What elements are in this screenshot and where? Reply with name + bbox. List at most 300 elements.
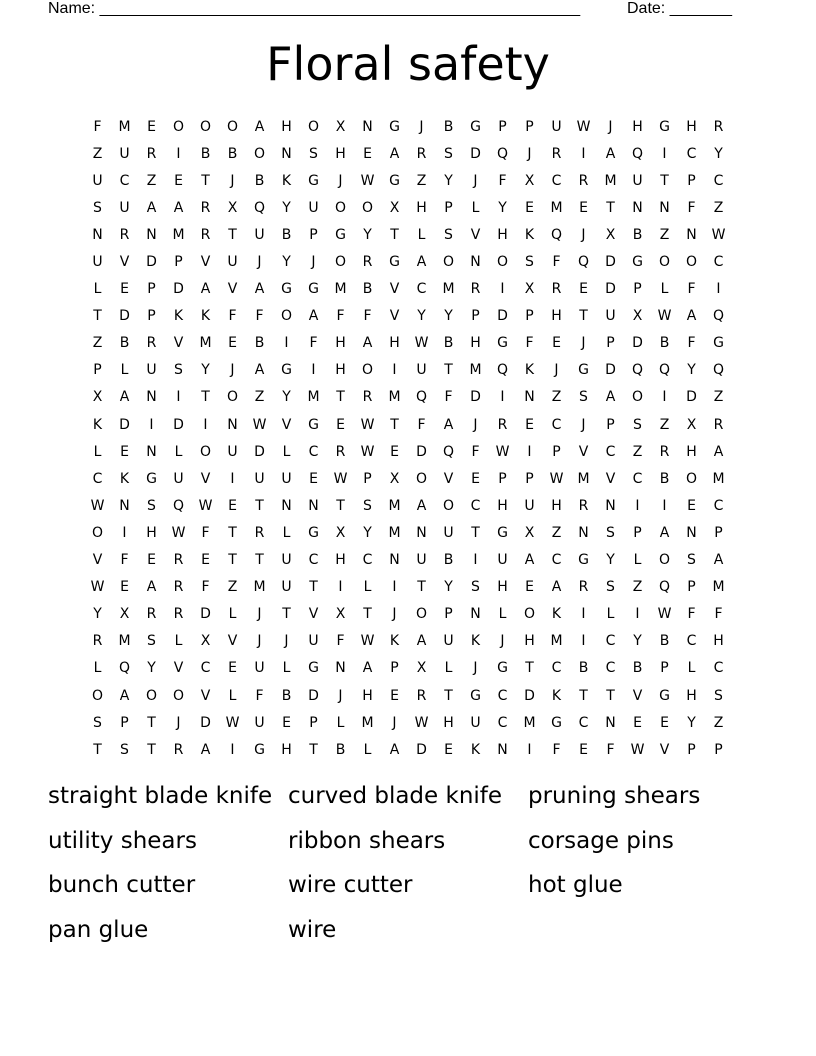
grid-letter: O xyxy=(91,524,104,541)
grid-row xyxy=(84,221,732,248)
grid-letter: R xyxy=(119,226,130,243)
grid-letter: J xyxy=(338,172,343,189)
grid-letter: P xyxy=(552,443,561,460)
grid-letter: O xyxy=(226,118,239,135)
grid-letter: J xyxy=(581,335,586,352)
grid-letter: T xyxy=(660,172,669,189)
grid-letter: H xyxy=(335,145,346,162)
word-list-item: corsage pins xyxy=(528,827,674,854)
grid-letter: F xyxy=(687,199,696,216)
grid-letter: U xyxy=(497,552,508,569)
grid-letter: X xyxy=(632,308,643,325)
grid-letter: L xyxy=(228,687,237,704)
grid-letter: Q xyxy=(577,254,590,271)
grid-letter: V xyxy=(578,443,589,460)
grid-letter: P xyxy=(363,470,372,487)
grid-letter: D xyxy=(470,389,481,406)
grid-letter: G xyxy=(551,714,562,731)
grid-letter: L xyxy=(660,281,669,298)
grid-letter: M xyxy=(172,226,185,243)
grid-letter: P xyxy=(714,741,723,758)
grid-letter: Y xyxy=(444,172,453,189)
grid-letter: Q xyxy=(496,362,509,379)
grid-letter: P xyxy=(525,118,534,135)
grid-letter: J xyxy=(257,606,262,623)
grid-letter: E xyxy=(579,199,588,216)
grid-letter: Z xyxy=(659,226,670,243)
grid-letter: U xyxy=(254,226,265,243)
grid-letter: G xyxy=(578,552,589,569)
grid-letter: H xyxy=(335,362,346,379)
grid-letter: C xyxy=(713,497,724,514)
grid-letter: R xyxy=(713,416,724,433)
grid-letter: C xyxy=(632,470,643,487)
grid-letter: C xyxy=(416,281,427,298)
grid-letter: R xyxy=(362,389,373,406)
grid-letter: C xyxy=(362,552,373,569)
grid-letter: A xyxy=(416,633,427,650)
word-list xyxy=(48,778,768,956)
grid-letter: N xyxy=(119,497,130,514)
grid-letter: H xyxy=(686,687,697,704)
grid-letter: P xyxy=(120,714,129,731)
grid-letter: P xyxy=(687,741,696,758)
grid-letter: T xyxy=(309,579,318,596)
grid-letter: M xyxy=(550,633,563,650)
grid-letter: Q xyxy=(415,389,428,406)
grid-letter: T xyxy=(417,579,426,596)
grid-row xyxy=(84,547,732,574)
grid-letter: A xyxy=(713,552,724,569)
grid-letter: T xyxy=(309,741,318,758)
grid-letter: P xyxy=(633,524,642,541)
grid-letter: Y xyxy=(282,254,291,271)
grid-letter: P xyxy=(687,172,696,189)
grid-letter: J xyxy=(230,362,235,379)
grid-letter: I xyxy=(527,741,532,758)
grid-letter: C xyxy=(497,687,508,704)
grid-letter: Q xyxy=(496,145,509,162)
grid-letter: I xyxy=(176,389,181,406)
grid-letter: T xyxy=(147,714,156,731)
grid-letter: F xyxy=(687,606,696,623)
grid-letter: C xyxy=(551,552,562,569)
grid-letter: K xyxy=(119,470,130,487)
grid-letter: B xyxy=(443,118,454,135)
grid-letter: J xyxy=(284,633,289,650)
grid-letter: Z xyxy=(92,145,103,162)
grid-letter: A xyxy=(416,497,427,514)
grid-row xyxy=(84,303,732,330)
grid-letter: E xyxy=(120,281,129,298)
grid-letter: B xyxy=(578,660,589,677)
grid-letter: G xyxy=(578,362,589,379)
grid-letter: L xyxy=(606,606,615,623)
grid-letter: H xyxy=(524,633,535,650)
grid-letter: S xyxy=(363,497,372,514)
grid-letter: E xyxy=(201,552,210,569)
grid-letter: Q xyxy=(442,443,455,460)
grid-letter: F xyxy=(363,308,372,325)
grid-letter: N xyxy=(470,606,481,623)
grid-letter: G xyxy=(308,660,319,677)
grid-letter: R xyxy=(497,416,508,433)
grid-letter: M xyxy=(712,470,725,487)
grid-letter: T xyxy=(444,362,453,379)
grid-letter: N xyxy=(146,389,157,406)
grid-letter: F xyxy=(120,552,129,569)
grid-letter: K xyxy=(281,172,292,189)
grid-letter: D xyxy=(632,335,643,352)
grid-letter: L xyxy=(687,660,696,677)
grid-letter: I xyxy=(581,633,586,650)
grid-letter: N xyxy=(146,226,157,243)
grid-letter: Q xyxy=(118,660,131,677)
grid-letter: W xyxy=(90,579,105,596)
grid-letter: E xyxy=(309,470,318,487)
grid-letter: V xyxy=(632,687,643,704)
grid-letter: H xyxy=(281,741,292,758)
grid-letter: W xyxy=(549,470,564,487)
grid-letter: E xyxy=(471,470,480,487)
grid-letter: L xyxy=(282,524,291,541)
grid-letter: J xyxy=(581,416,586,433)
grid-row xyxy=(84,411,732,438)
grid-letter: F xyxy=(471,443,480,460)
grid-letter: X xyxy=(524,281,535,298)
grid-letter: I xyxy=(473,552,478,569)
grid-letter: O xyxy=(172,687,185,704)
grid-letter: S xyxy=(525,254,534,271)
grid-letter: P xyxy=(471,308,480,325)
grid-letter: D xyxy=(200,606,211,623)
grid-letter: O xyxy=(334,254,347,271)
grid-letter: G xyxy=(659,118,670,135)
grid-letter: J xyxy=(473,416,478,433)
grid-letter: H xyxy=(470,335,481,352)
grid-letter: U xyxy=(281,552,292,569)
grid-letter: W xyxy=(576,118,591,135)
grid-letter: M xyxy=(118,118,131,135)
grid-letter: C xyxy=(713,660,724,677)
grid-letter: L xyxy=(444,660,453,677)
grid-letter: P xyxy=(174,254,183,271)
grid-letter: O xyxy=(415,470,428,487)
grid-letter: S xyxy=(687,552,696,569)
grid-letter: U xyxy=(308,633,319,650)
word-list-item: hot glue xyxy=(528,872,623,898)
grid-letter: X xyxy=(335,118,346,135)
grid-letter: B xyxy=(200,145,211,162)
grid-letter: H xyxy=(497,226,508,243)
grid-letter: T xyxy=(147,741,156,758)
grid-letter: J xyxy=(230,172,235,189)
grid-letter: I xyxy=(392,362,397,379)
grid-letter: W xyxy=(360,633,375,650)
grid-letter: W xyxy=(495,443,510,460)
grid-letter: P xyxy=(606,335,615,352)
grid-letter: C xyxy=(605,443,616,460)
word-list-item: utility shears xyxy=(48,827,197,854)
grid-letter: P xyxy=(525,308,534,325)
grid-letter: W xyxy=(90,497,105,514)
grid-letter: N xyxy=(308,497,319,514)
grid-letter: G xyxy=(470,687,481,704)
grid-letter: R xyxy=(713,118,724,135)
grid-letter: U xyxy=(443,633,454,650)
grid-letter: I xyxy=(176,145,181,162)
grid-letter: L xyxy=(282,660,291,677)
grid-letter: I xyxy=(500,389,505,406)
grid-letter: F xyxy=(444,389,453,406)
grid-letter: P xyxy=(633,281,642,298)
grid-letter: W xyxy=(171,524,186,541)
grid-letter: O xyxy=(199,118,212,135)
grid-letter: X xyxy=(686,416,697,433)
grid-letter: G xyxy=(308,416,319,433)
grid-letter: D xyxy=(605,362,616,379)
grid-letter: W xyxy=(711,226,726,243)
grid-letter: E xyxy=(579,281,588,298)
grid-letter: F xyxy=(201,579,210,596)
grid-letter: A xyxy=(389,145,400,162)
grid-letter: T xyxy=(579,308,588,325)
grid-letter: X xyxy=(524,172,535,189)
grid-letter: D xyxy=(605,281,616,298)
grid-letter: E xyxy=(120,579,129,596)
grid-letter: Q xyxy=(712,362,725,379)
grid-letter: X xyxy=(524,524,535,541)
grid-letter: W xyxy=(360,443,375,460)
grid-letter: V xyxy=(227,633,238,650)
word-list-item: pruning shears xyxy=(528,783,701,809)
grid-letter: H xyxy=(416,199,427,216)
grid-letter: H xyxy=(362,687,373,704)
grid-letter: I xyxy=(662,497,667,514)
grid-letter: C xyxy=(551,416,562,433)
grid-letter: E xyxy=(687,497,696,514)
grid-letter: I xyxy=(635,497,640,514)
grid-letter: G xyxy=(632,254,643,271)
grid-letter: W xyxy=(630,741,645,758)
grid-letter: U xyxy=(551,118,562,135)
grid-letter: S xyxy=(147,497,156,514)
grid-letter: R xyxy=(416,145,427,162)
grid-letter: U xyxy=(308,199,319,216)
grid-letter: T xyxy=(606,199,615,216)
grid-letter: V xyxy=(173,660,184,677)
grid-letter: Z xyxy=(659,416,670,433)
worksheet-header xyxy=(48,0,748,22)
grid-letter: H xyxy=(686,118,697,135)
grid-letter: N xyxy=(146,443,157,460)
grid-letter: S xyxy=(444,145,453,162)
grid-letter: N xyxy=(497,741,508,758)
grid-letter: I xyxy=(716,281,721,298)
grid-letter: W xyxy=(657,308,672,325)
grid-letter: H xyxy=(146,524,157,541)
grid-letter: C xyxy=(605,633,616,650)
grid-letter: G xyxy=(389,254,400,271)
grid-letter: A xyxy=(524,552,535,569)
grid-letter: G xyxy=(281,362,292,379)
grid-letter: S xyxy=(579,389,588,406)
grid-letter: P xyxy=(660,660,669,677)
grid-letter: N xyxy=(524,389,535,406)
grid-letter: Z xyxy=(254,389,265,406)
grid-letter: R xyxy=(146,606,157,623)
grid-letter: D xyxy=(146,254,157,271)
grid-letter: R xyxy=(200,226,211,243)
grid-letter: L xyxy=(633,552,642,569)
grid-letter: H xyxy=(389,335,400,352)
grid-letter: G xyxy=(497,660,508,677)
grid-letter: B xyxy=(659,470,670,487)
grid-letter: T xyxy=(228,524,237,541)
name-field-label: Name: ______________________________________________________ xyxy=(48,0,581,17)
grid-letter: R xyxy=(578,497,589,514)
grid-letter: Y xyxy=(687,714,696,731)
letter-grid xyxy=(84,113,732,763)
grid-letter: G xyxy=(146,470,157,487)
grid-row xyxy=(84,601,732,628)
grid-letter: Y xyxy=(606,552,615,569)
grid-letter: B xyxy=(443,552,454,569)
grid-letter: K xyxy=(524,362,535,379)
grid-letter: M xyxy=(469,362,482,379)
grid-letter: V xyxy=(92,552,103,569)
grid-letter: M xyxy=(604,172,617,189)
grid-letter: P xyxy=(444,606,453,623)
grid-letter: A xyxy=(713,443,724,460)
grid-letter: O xyxy=(631,389,644,406)
grid-row xyxy=(84,194,732,221)
grid-letter: E xyxy=(336,416,345,433)
grid-letter: V xyxy=(308,606,319,623)
grid-letter: A xyxy=(416,254,427,271)
grid-letter: U xyxy=(173,470,184,487)
grid-letter: J xyxy=(257,633,262,650)
grid-letter: Q xyxy=(631,145,644,162)
grid-letter: H xyxy=(443,714,454,731)
grid-letter: Y xyxy=(714,145,723,162)
grid-letter: W xyxy=(360,416,375,433)
grid-letter: I xyxy=(527,443,532,460)
grid-letter: O xyxy=(280,308,293,325)
grid-letter: M xyxy=(334,281,347,298)
grid-letter: F xyxy=(606,741,615,758)
grid-row xyxy=(84,384,732,411)
grid-letter: T xyxy=(93,741,102,758)
grid-letter: F xyxy=(417,416,426,433)
grid-letter: U xyxy=(416,552,427,569)
grid-letter: J xyxy=(554,362,559,379)
grid-letter: V xyxy=(173,335,184,352)
grid-letter: R xyxy=(659,443,670,460)
grid-letter: R xyxy=(551,281,562,298)
grid-letter: S xyxy=(93,714,102,731)
grid-letter: V xyxy=(389,308,400,325)
grid-letter: D xyxy=(416,741,427,758)
grid-letter: I xyxy=(662,145,667,162)
grid-letter: H xyxy=(686,443,697,460)
grid-letter: L xyxy=(93,660,102,677)
grid-letter: R xyxy=(173,579,184,596)
grid-letter: F xyxy=(201,524,210,541)
grid-letter: C xyxy=(578,714,589,731)
grid-letter: R xyxy=(362,254,373,271)
grid-letter: H xyxy=(551,497,562,514)
grid-letter: J xyxy=(392,606,397,623)
grid-letter: Y xyxy=(633,633,642,650)
grid-letter: E xyxy=(660,714,669,731)
grid-letter: U xyxy=(92,254,103,271)
grid-letter: T xyxy=(201,172,210,189)
grid-letter: M xyxy=(442,281,455,298)
grid-letter: K xyxy=(524,226,535,243)
grid-letter: L xyxy=(417,226,426,243)
grid-letter: U xyxy=(254,714,265,731)
grid-letter: A xyxy=(200,741,211,758)
grid-letter: I xyxy=(149,416,154,433)
grid-letter: N xyxy=(416,524,427,541)
grid-letter: N xyxy=(605,497,616,514)
grid-letter: J xyxy=(473,660,478,677)
grid-letter: T xyxy=(255,552,264,569)
grid-letter: Z xyxy=(92,335,103,352)
grid-letter: U xyxy=(119,199,130,216)
grid-letter: W xyxy=(333,470,348,487)
grid-letter: C xyxy=(686,145,697,162)
grid-letter: H xyxy=(281,118,292,135)
grid-letter: N xyxy=(389,552,400,569)
grid-letter: I xyxy=(122,524,127,541)
grid-letter: D xyxy=(173,281,184,298)
grid-letter: E xyxy=(390,443,399,460)
grid-letter: I xyxy=(230,470,235,487)
grid-letter: V xyxy=(281,416,292,433)
grid-letter: T xyxy=(336,389,345,406)
grid-row xyxy=(84,519,732,546)
grid-row xyxy=(84,357,732,384)
grid-letter: N xyxy=(605,714,616,731)
grid-letter: R xyxy=(578,579,589,596)
grid-letter: G xyxy=(659,687,670,704)
grid-letter: T xyxy=(201,389,210,406)
grid-row xyxy=(84,465,732,492)
grid-letter: B xyxy=(227,145,238,162)
grid-letter: G xyxy=(497,335,508,352)
grid-letter: R xyxy=(173,741,184,758)
grid-letter: M xyxy=(118,633,131,650)
grid-letter: F xyxy=(336,308,345,325)
grid-letter: O xyxy=(307,118,320,135)
grid-letter: A xyxy=(119,389,130,406)
word-list-item: wire cutter xyxy=(288,872,413,898)
grid-letter: S xyxy=(147,633,156,650)
grid-letter: F xyxy=(309,335,318,352)
grid-letter: Y xyxy=(417,308,426,325)
grid-letter: Q xyxy=(253,199,266,216)
grid-letter: E xyxy=(147,118,156,135)
grid-letter: Q xyxy=(550,226,563,243)
grid-letter: B xyxy=(281,226,292,243)
grid-row xyxy=(84,140,732,167)
grid-letter: X xyxy=(416,660,427,677)
grid-letter: O xyxy=(334,199,347,216)
grid-letter: M xyxy=(361,714,374,731)
grid-letter: F xyxy=(687,281,696,298)
